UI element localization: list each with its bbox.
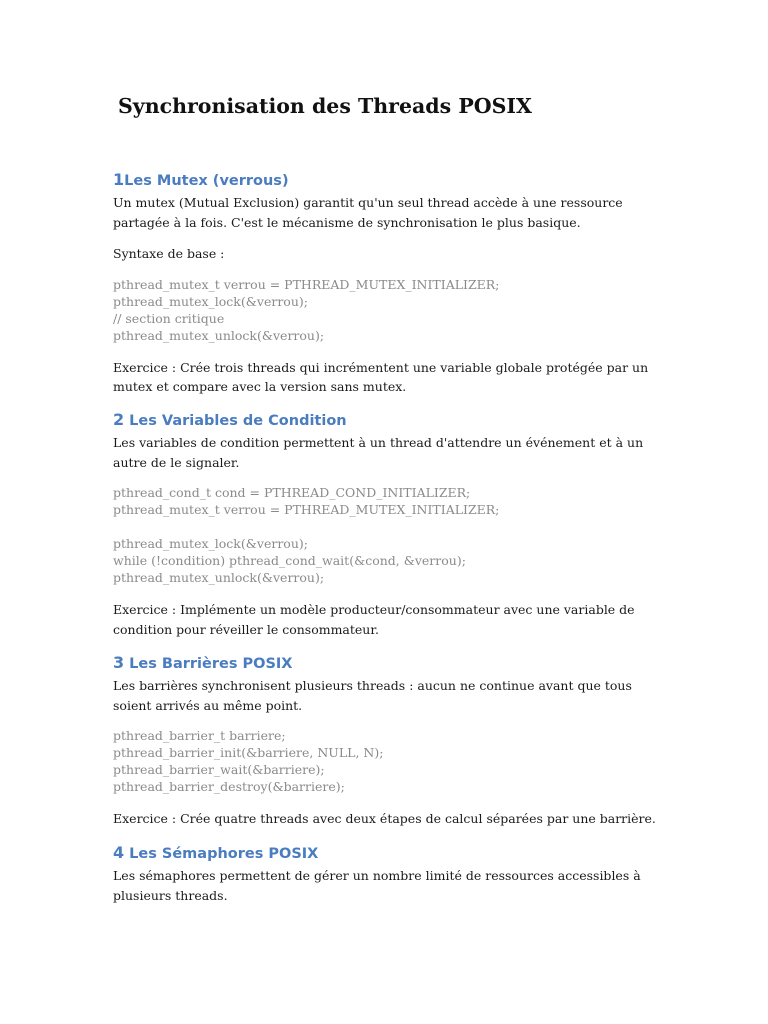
section-intro: Un mutex (Mutual Exclusion) garantit qu'un seul thread accède à une ressource partagée à la fois. C'est le mécanisme de synchronisation le plus basique. [113, 195, 623, 230]
section-heading-label: Les Barrières POSIX [129, 656, 293, 672]
code-line: pthread_barrier_t barriere; [113, 728, 286, 743]
section-heading [113, 843, 658, 864]
code-line: pthread_barrier_init(&barriere, NULL, N); [113, 745, 384, 760]
section-heading-label: Les Mutex (verrous) [124, 173, 289, 189]
code-block [113, 727, 658, 795]
exercise-text: Exercice : Implémente un modèle producteur/consommateur avec une variable de condition pour réveiller le consommateur. [113, 602, 635, 637]
section-number: 1 [113, 170, 125, 189]
section-condition-variables [113, 410, 658, 639]
exercise-text: Exercice : Crée quatre threads avec deux étapes de calcul séparées par une barrière. [113, 811, 656, 826]
section-intro: Les sémaphores permettent de gérer un nombre limité de ressources accessibles à plusieurs threads. [113, 868, 641, 903]
code-line: while (!condition) pthread_cond_wait(&cond, &verrou); [113, 553, 466, 568]
code-line: pthread_mutex_lock(&verrou); [113, 536, 308, 551]
code-line: pthread_barrier_wait(&barriere); [113, 762, 325, 777]
code-line: pthread_barrier_destroy(&barriere); [113, 779, 345, 794]
section-number: 3 [113, 653, 125, 672]
section-heading-label: Les Variables de Condition [129, 413, 347, 429]
section-heading-label: Les Sémaphores POSIX [129, 846, 319, 862]
section-heading [113, 653, 658, 674]
section-semaphores [113, 843, 658, 905]
page-title: Synchronisation des Threads POSIX [118, 94, 532, 118]
section-heading [113, 410, 658, 431]
section-barriers [113, 653, 658, 829]
code-block [113, 484, 658, 586]
code-line [113, 518, 658, 535]
code-line: pthread_cond_t cond = PTHREAD_COND_INITIALIZER; [113, 485, 471, 500]
code-line: pthread_mutex_lock(&verrou); [113, 293, 308, 309]
section-intro: Les barrières synchronisent plusieurs threads : aucun ne continue avant que tous soient arrivés au même point. [113, 678, 632, 713]
section-number: 2 [113, 410, 125, 429]
section-number: 4 [113, 843, 125, 862]
section-mutex [113, 170, 658, 397]
code-line: pthread_mutex_unlock(&verrou); [113, 327, 325, 343]
code-block [113, 276, 658, 344]
exercise-text: Exercice : Crée trois threads qui incrémentent une variable globale protégée par un mutex et compare avec la version sans mutex. [113, 359, 649, 394]
code-line: pthread_mutex_t verrou = PTHREAD_MUTEX_INITIALIZER; [113, 502, 500, 517]
code-line: pthread_mutex_unlock(&verrou); [113, 570, 325, 585]
section-heading [113, 170, 658, 191]
section-intro: Les variables de condition permettent à un thread d'attendre un événement et à un autre de le signaler. [113, 435, 644, 470]
syntax-label: Syntaxe de base : [113, 246, 225, 261]
code-line: pthread_mutex_t verrou = PTHREAD_MUTEX_INITIALIZER; [113, 276, 500, 292]
code-line: // section critique [113, 310, 225, 326]
